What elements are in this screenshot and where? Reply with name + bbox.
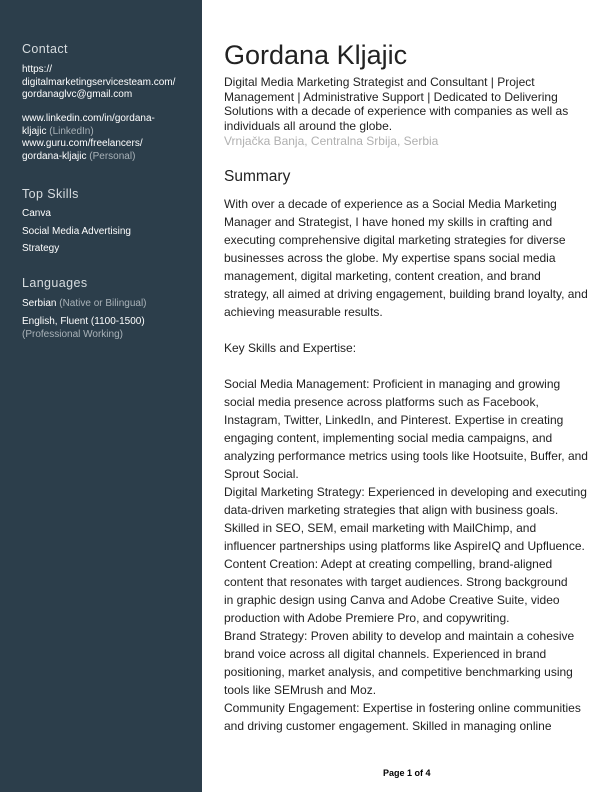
summary-line: and driving customer engagement. Skilled in managing online — [224, 719, 552, 733]
summary-line: data-driven marketing strategies that align with business goals. — [224, 503, 559, 517]
summary-line: Sprout Social. — [224, 467, 299, 481]
summary-line: Community Engagement: Expertise in fostering online communities — [224, 701, 581, 715]
summary-text — [224, 195, 588, 735]
summary-line: achieving measurable results. — [224, 305, 383, 319]
linkedin-line: www.linkedin.com/in/gordana- — [22, 113, 155, 124]
languages-heading: Languages — [22, 276, 88, 290]
summary-line: Key Skills and Expertise: — [224, 341, 357, 355]
website-line: https:// — [22, 64, 53, 75]
website-link[interactable] — [22, 64, 197, 102]
skill-item: Social Media Advertising — [22, 226, 131, 237]
summary-heading: Summary — [224, 168, 291, 185]
guru-link[interactable]: gordana-kljajic — [22, 150, 87, 162]
skill-item: Canva — [22, 208, 51, 219]
summary-line: With over a decade of experience as a Social Media Marketing — [224, 197, 557, 211]
summary-line: Skilled in SEO, SEM, email marketing with MailChimp, and — [224, 521, 537, 535]
summary-line — [224, 321, 588, 339]
contact-heading: Contact — [22, 42, 68, 56]
summary-line: Manager and Strategist, I have honed my skills in crafting and — [224, 215, 553, 229]
summary-line: Social Media Management: Proficient in managing and growing — [224, 377, 561, 391]
summary-line: influencer partnerships using platforms like AspireIQ and Upfluence. — [224, 539, 585, 553]
summary-line: Instagram, Twitter, LinkedIn, and Pinterest. Expertise in creating — [224, 413, 564, 427]
page-number: Page 1 of 4 — [383, 768, 431, 778]
linkedin-line: kljajic — [22, 125, 47, 137]
summary-line: Brand Strategy: Proven ability to develop and maintain a cohesive — [224, 629, 575, 643]
summary-line: tools like SEMrush and Moz. — [224, 683, 377, 697]
language-item — [22, 298, 197, 311]
summary-line: production with Adobe Premiere Pro, and copywriting. — [224, 611, 510, 625]
guru-link[interactable]: www.guru.com/freelancers/ — [22, 138, 143, 149]
language-name: English, Fluent (1100-1500) — [22, 316, 145, 327]
language-level: (Professional Working) — [22, 328, 123, 340]
summary-line: brand voice across all digital channels. Experienced in brand — [224, 647, 547, 661]
location: Vrnjačka Banja, Centralna Srbija, Serbia — [224, 134, 439, 148]
summary-line — [224, 357, 588, 375]
language-name: Serbian — [22, 298, 57, 309]
summary-line: analyzing performance metrics using tools like Hootsuite, Buffer, and — [224, 449, 588, 463]
sidebar — [0, 0, 202, 792]
language-level: (Native or Bilingual) — [59, 298, 147, 309]
email-link[interactable]: gordanaglvc@gmail.com — [22, 89, 133, 100]
summary-line: Content Creation: Adept at creating compelling, brand-aligned — [224, 557, 553, 571]
person-name: Gordana Kljajic — [224, 40, 408, 70]
linkedin-link[interactable] — [22, 113, 197, 163]
headline: Digital Media Marketing Strategist and Consultant | Project Management | Administrative Support | Dedicated to Delivering Solutions with a decade of experience with companies as well as individuals all around the globe. — [224, 75, 569, 133]
summary-line: engaging content, implementing social media campaigns, and — [224, 431, 553, 445]
guru-label: (Personal) — [89, 150, 136, 162]
summary-line: Digital Marketing Strategy: Experienced in developing and executing — [224, 485, 587, 499]
linkedin-label: (LinkedIn) — [49, 125, 94, 137]
summary-line: businesses across the globe. My expertise spans social media — [224, 251, 556, 265]
skill-item: Strategy — [22, 243, 60, 254]
top-skills-heading: Top Skills — [22, 187, 79, 201]
summary-line: executing comprehensive digital marketing strategies for diverse — [224, 233, 566, 247]
website-line: digitalmarketingservicesteam.com/ — [22, 76, 176, 88]
summary-line: strategy, all aimed at driving engagement, building brand loyalty, and — [224, 287, 588, 301]
summary-line: management, digital marketing, content creation, and brand — [224, 269, 541, 283]
summary-line: in graphic design using Canva and Adobe Creative Suite, video — [224, 593, 560, 607]
summary-line: content that resonates with target audiences. Strong background — [224, 575, 568, 589]
summary-line: positioning, market analysis, and competitive benchmarking using — [224, 665, 573, 679]
summary-line: social media presence across platforms such as Facebook, — [224, 395, 539, 409]
language-item — [22, 316, 197, 341]
